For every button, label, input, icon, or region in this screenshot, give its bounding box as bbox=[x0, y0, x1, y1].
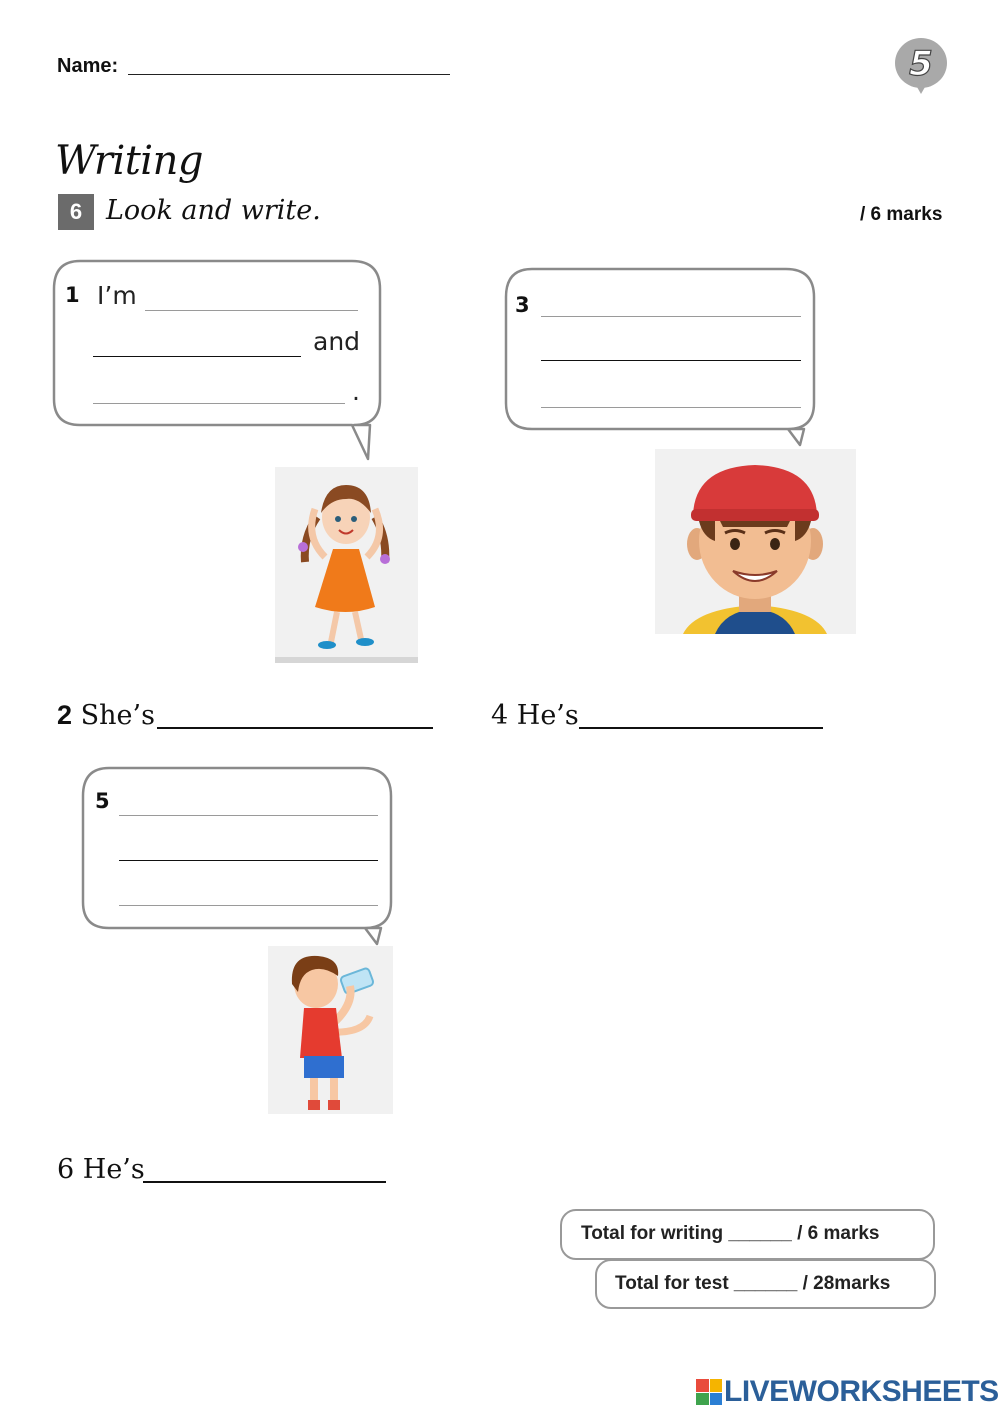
prompt-4-number: 4 bbox=[491, 700, 509, 731]
task-marks: / 6 marks bbox=[860, 204, 943, 225]
prompt-6 bbox=[57, 1154, 145, 1185]
total-writing-box bbox=[560, 1209, 935, 1260]
speech-bubble-5 bbox=[81, 766, 393, 946]
prompt-4 bbox=[491, 700, 579, 731]
task-number-badge: 6 bbox=[58, 194, 94, 230]
bubble-number-1: 1 bbox=[65, 283, 80, 307]
total-test-box bbox=[595, 1259, 936, 1309]
name-label: Name: bbox=[57, 55, 119, 77]
girl-picture bbox=[275, 467, 418, 663]
answer-line-3b[interactable] bbox=[541, 360, 801, 361]
footer-brand: LIVEWORKSHEETS bbox=[724, 1375, 999, 1408]
name-field-line[interactable] bbox=[128, 74, 450, 75]
answer-line-1a[interactable] bbox=[145, 310, 358, 311]
bubble-1-end-punct: . bbox=[352, 377, 360, 406]
task-instruction: Look and write. bbox=[106, 195, 321, 226]
answer-line-5b[interactable] bbox=[119, 860, 378, 861]
answer-line-3c[interactable] bbox=[541, 407, 801, 408]
answer-line-5a[interactable] bbox=[119, 815, 378, 816]
girl-illustration-icon bbox=[275, 467, 418, 663]
liveworksheets-logo bbox=[696, 1374, 999, 1410]
total-test-text: Total for test ______ / 28marks bbox=[615, 1273, 891, 1294]
prompt-6-text: He’s bbox=[82, 1154, 145, 1185]
section-title: Writing bbox=[55, 138, 203, 184]
unit-balloon-badge bbox=[893, 36, 949, 100]
answer-line-1c[interactable] bbox=[93, 403, 345, 404]
speech-bubble-3 bbox=[504, 267, 816, 449]
boy-cap-illustration-icon bbox=[655, 449, 856, 634]
answer-line-1b[interactable] bbox=[93, 356, 301, 357]
boy-cap-picture bbox=[655, 449, 856, 634]
boy-drinking-illustration-icon bbox=[268, 946, 393, 1114]
bubble-number-5: 5 bbox=[95, 789, 110, 813]
prompt-6-number: 6 bbox=[57, 1154, 75, 1185]
balloon-icon bbox=[893, 36, 949, 100]
prompt-2 bbox=[57, 700, 155, 731]
bubble-1-start-word: I’m bbox=[97, 281, 137, 310]
answer-line-4[interactable] bbox=[579, 727, 823, 729]
answer-line-2[interactable] bbox=[157, 727, 433, 729]
bubble-number-3: 3 bbox=[515, 293, 530, 317]
unit-number: 5 bbox=[909, 44, 933, 84]
prompt-2-text: She’s bbox=[80, 700, 155, 731]
total-writing-text: Total for writing ______ / 6 marks bbox=[581, 1223, 880, 1244]
answer-line-6[interactable] bbox=[143, 1181, 386, 1183]
answer-line-3a[interactable] bbox=[541, 316, 801, 317]
prompt-4-text: He’s bbox=[516, 700, 579, 731]
liveworksheets-icon bbox=[696, 1379, 722, 1405]
bubble-1-middle-word: and bbox=[313, 327, 361, 356]
boy-drinking-picture bbox=[268, 946, 393, 1114]
answer-line-5c[interactable] bbox=[119, 905, 378, 906]
prompt-2-number: 2 bbox=[57, 700, 73, 730]
